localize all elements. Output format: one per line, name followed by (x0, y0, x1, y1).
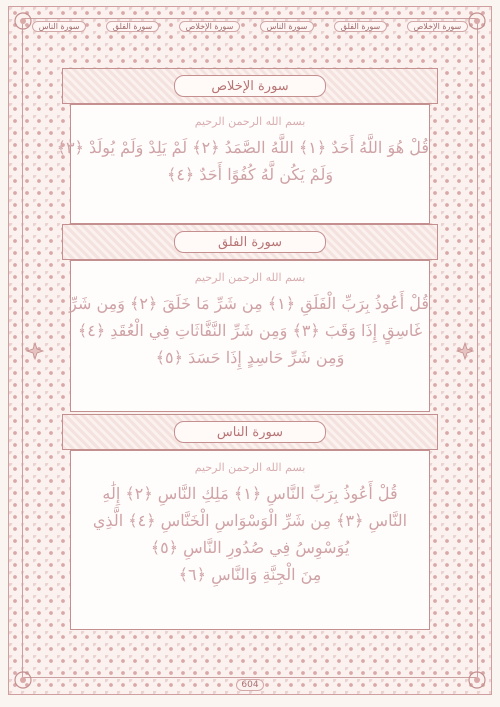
basmala: بسم الله الرحمن الرحيم (194, 271, 306, 284)
basmala: بسم الله الرحمن الرحيم (194, 115, 306, 128)
verse-line: قُلْ أَعُوذُ بِرَبِّ النَّاسِ ﴿١﴾ مَلِكِ النَّاسِ ﴿٢﴾ إِلَٰهِ (102, 484, 398, 503)
page-number-wrap (0, 680, 500, 690)
sura-title: سورة الناس (174, 421, 326, 443)
header-label: سورة الإخلاص (179, 21, 241, 32)
page-number: 604 (236, 679, 263, 691)
verse-line: غَاسِقٍ إِذَا وَقَبَ ﴿٣﴾ وَمِن شَرِّ النَّفَّاثَاتِ فِي الْعُقَدِ ﴿٤﴾ (77, 321, 423, 340)
rosette-ornament-icon (454, 340, 476, 362)
verse-line: مِنَ الْجِنَّةِ وَالنَّاسِ ﴿٦﴾ (178, 565, 322, 584)
sura-text-falaq (70, 260, 430, 412)
verse-line: قُلْ هُوَ اللَّهُ أَحَدٌ ﴿١﴾ اللَّهُ الصَّمَدُ ﴿٢﴾ لَمْ يَلِدْ وَلَمْ يُولَدْ ﴿٣﴾ (56, 138, 429, 157)
verse-line: وَمِن شَرِّ حَاسِدٍ إِذَا حَسَدَ ﴿٥﴾ (155, 348, 345, 367)
verse-line: وَلَمْ يَكُن لَّهُ كُفُوًا أَحَدٌ ﴿٤﴾ (166, 165, 334, 184)
sura-text-nas (70, 450, 430, 630)
basmala: بسم الله الرحمن الرحيم (194, 461, 306, 474)
verse-line: يُوَسْوِسُ فِي صُدُورِ النَّاسِ ﴿٥﴾ (150, 538, 350, 557)
sura-header-ikhlas (62, 68, 438, 104)
sura-title: سورة الفلق (174, 231, 326, 253)
header-label: سورة الناس (32, 21, 87, 32)
header-strip (22, 18, 478, 34)
verse-line: النَّاسِ ﴿٣﴾ مِن شَرِّ الْوَسْوَاسِ الْخَنَّاسِ ﴿٤﴾ الَّذِي (92, 511, 408, 530)
flower-corner-icon (466, 10, 488, 32)
header-label: سورة الناس (260, 21, 315, 32)
flower-corner-icon (12, 10, 34, 32)
sura-title: سورة الإخلاص (174, 75, 326, 97)
sura-text-ikhlas (56, 104, 430, 224)
header-label: سورة الفلق (106, 21, 159, 32)
sura-header-falaq (62, 224, 438, 260)
rosette-ornament-icon (24, 340, 46, 362)
header-label: سورة الإخلاص (407, 21, 469, 32)
verse-line: قُلْ أَعُوذُ بِرَبِّ الْفَلَقِ ﴿١﴾ مِن شَرِّ مَا خَلَقَ ﴿٢﴾ وَمِن شَرِّ (69, 294, 429, 313)
sura-header-nas (62, 414, 438, 450)
header-label: سورة الفلق (334, 21, 387, 32)
